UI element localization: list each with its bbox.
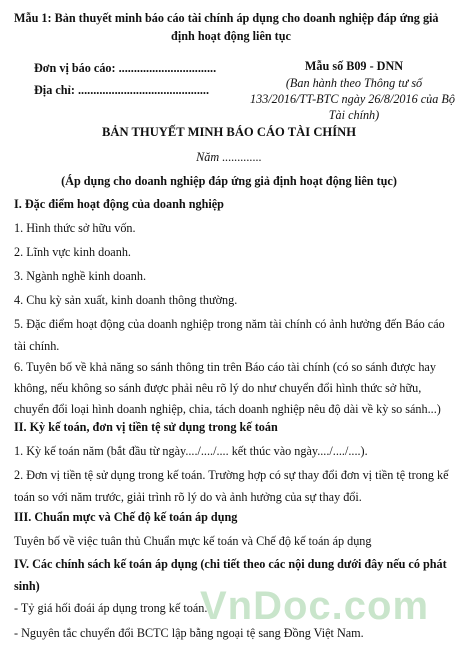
section-4-heading-line-2: sinh) [14, 579, 40, 593]
reporting-unit-block [34, 57, 216, 101]
year-line: Năm ............. [196, 150, 262, 164]
section-1-item-5-line-1: 5. Đặc điểm hoạt động của doanh nghiệp trong năm tài chính có ảnh hưởng đến Báo cáo [14, 317, 445, 331]
section-1-item-5 [14, 313, 446, 357]
section-1-item-6-line-2: không, nếu không so sánh được phải nêu rõ lý do như chuyển đổi hình thức sở hữu, [14, 381, 422, 395]
section-1-item-3: 3. Ngành nghề kinh doanh. [14, 269, 147, 283]
watermark-text: VnDoc.com [200, 584, 430, 628]
applies-to-note: (Áp dụng cho doanh nghiệp đáp ứng giả định hoạt động liên tục) [61, 174, 397, 188]
section-2-heading: II. Kỳ kế toán, đơn vị tiền tệ sử dụng trong kế toán [14, 420, 278, 434]
address-field: Địa chỉ: ........................................... [34, 83, 210, 97]
section-4-heading [14, 553, 454, 597]
issued-note-line-1: (Ban hành theo Thông tư số [285, 76, 423, 90]
section-2-item-2 [14, 464, 454, 508]
document-header-title [14, 9, 454, 45]
issued-note-line-3: Tài chính) [328, 108, 380, 122]
issued-note-line-2: 133/2016/TT-BTC ngày 26/8/2016 của Bộ [250, 92, 455, 106]
section-1-heading: I. Đặc điểm hoạt động của doanh nghiệp [14, 197, 224, 211]
main-title: BẢN THUYẾT MINH BÁO CÁO TÀI CHÍNH [101, 125, 356, 139]
form-code: Mẫu số B09 - DNN [304, 59, 404, 73]
section-1-item-6-line-3: chuyển đổi loại hình doanh nghiệp, chia, tách doanh nghiệp nêu độ dài về kỳ so sánh...) [14, 402, 441, 416]
section-3-heading: III. Chuẩn mực và Chế độ kế toán áp dụng [14, 510, 238, 524]
header-title-line-1: Mẫu 1: Bản thuyết minh báo cáo tài chính áp dụng cho doanh nghiệp đáp ứng giả [14, 11, 439, 25]
section-1-item-6 [14, 357, 446, 420]
section-4-item-2: - Nguyên tắc chuyển đổi BCTC lập bằng ngoại tệ sang Đồng Việt Nam. [14, 626, 364, 640]
section-1-item-4: 4. Chu kỳ sản xuất, kinh doanh thông thường. [14, 293, 238, 307]
section-2-item-2-line-2: toán so với năm trước, giải trình rõ lý do và ảnh hưởng của sự thay đổi. [14, 490, 362, 504]
section-1-item-6-line-1: 6. Tuyên bố về khả năng so sánh thông tin trên Báo cáo tài chính (có so sánh được hay [14, 360, 436, 374]
section-1-item-1: 1. Hình thức sở hữu vốn. [14, 221, 136, 235]
section-4-item-1: - Tỷ giá hối đoái áp dụng trong kế toán. [14, 601, 208, 615]
form-code-block [250, 57, 455, 123]
header-title-line-2: định hoạt động liên tục [171, 29, 291, 43]
reporting-unit-field: Đơn vị báo cáo: ................................ [34, 61, 217, 75]
section-1-item-2: 2. Lĩnh vực kinh doanh. [14, 245, 131, 259]
section-3-text: Tuyên bố về việc tuân thủ Chuẩn mực kế toán và Chế độ kế toán áp dụng [14, 534, 372, 548]
section-2-item-2-line-1: 2. Đơn vị tiền tệ sử dụng trong kế toán. Trường hợp có sự thay đổi đơn vị tiền tệ trong kế [14, 468, 449, 482]
section-2-item-1: 1. Kỳ kế toán năm (bắt đầu từ ngày..../..../.... kết thúc vào ngày..../..../....). [14, 444, 368, 458]
section-4-heading-line-1: IV. Các chính sách kế toán áp dụng (chi tiết theo các nội dung dưới đây nếu có phát [14, 557, 447, 571]
section-1-item-5-line-2: tài chính. [14, 339, 60, 353]
